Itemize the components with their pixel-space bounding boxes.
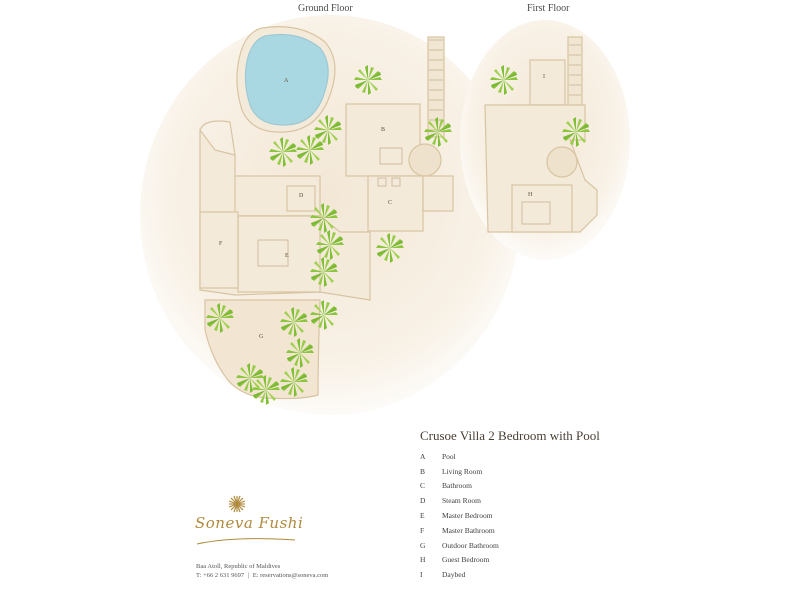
marker-h: H [528,192,533,198]
legend-item [420,449,499,464]
room-living [346,104,420,176]
legend-room: Daybed [442,570,466,580]
legend-letter: D [420,496,426,506]
first-floor-stair [568,37,582,107]
legend-room: Steam Room [442,496,481,506]
marker-c: C [388,200,393,206]
legend-list [420,449,499,582]
contact-info [196,562,328,580]
bathroom-annex [423,176,453,211]
legend-room: Master Bathroom [442,525,495,535]
first-floor-spiral-stair [547,147,577,177]
room-bathroom [368,176,423,231]
marker-d: D [299,193,304,199]
legend-room: Pool [442,451,456,461]
brand-logo [195,492,315,552]
legend-room: Master Bedroom [442,511,493,521]
legend-item [420,479,499,494]
legend-room: Guest Bedroom [442,555,490,565]
marker-i: I [543,74,545,80]
marker-b: B [381,127,386,133]
room-daybed [530,60,565,105]
email-link[interactable]: E: reservations@soneva.com [252,572,329,579]
spiral-stair [409,144,441,176]
legend-title: Crusoe Villa 2 Bedroom with Pool [420,428,600,443]
marker-f: F [219,241,223,247]
legend-item [420,567,499,582]
legend-letter: A [420,451,426,461]
marker-g: G [259,334,264,340]
legend-letter: F [420,525,425,535]
legend-item [420,508,499,523]
legend-letter: H [420,555,426,565]
separator: | [247,572,250,579]
legend-item [420,523,499,538]
first-floor-title: First Floor [527,3,570,14]
brand-name: Soneva Fushi [195,514,304,532]
legend-item [420,553,499,568]
marker-e: E [285,253,289,259]
legend-letter: C [420,481,426,491]
legend-letter: B [420,466,426,476]
legend-letter: E [420,511,425,521]
legend-letter: I [420,570,423,580]
address: Baa Atoll, Republic of Maldives [196,563,281,570]
legend-item [420,464,499,479]
room-master-bathroom [200,212,238,288]
legend-item [420,493,499,508]
legend-room: Living Room [442,466,483,476]
room-master-bedroom [238,216,320,292]
room-guest-bedroom [512,185,572,232]
legend-room: Bathroom [442,481,472,491]
legend-room: Outdoor Bathroom [442,540,499,550]
marker-a: A [284,78,289,84]
ground-floor-title: Ground Floor [298,3,353,14]
legend-item [420,538,499,553]
legend-letter: G [420,540,426,550]
phone: T: +66 2 631 9697 [196,572,245,579]
